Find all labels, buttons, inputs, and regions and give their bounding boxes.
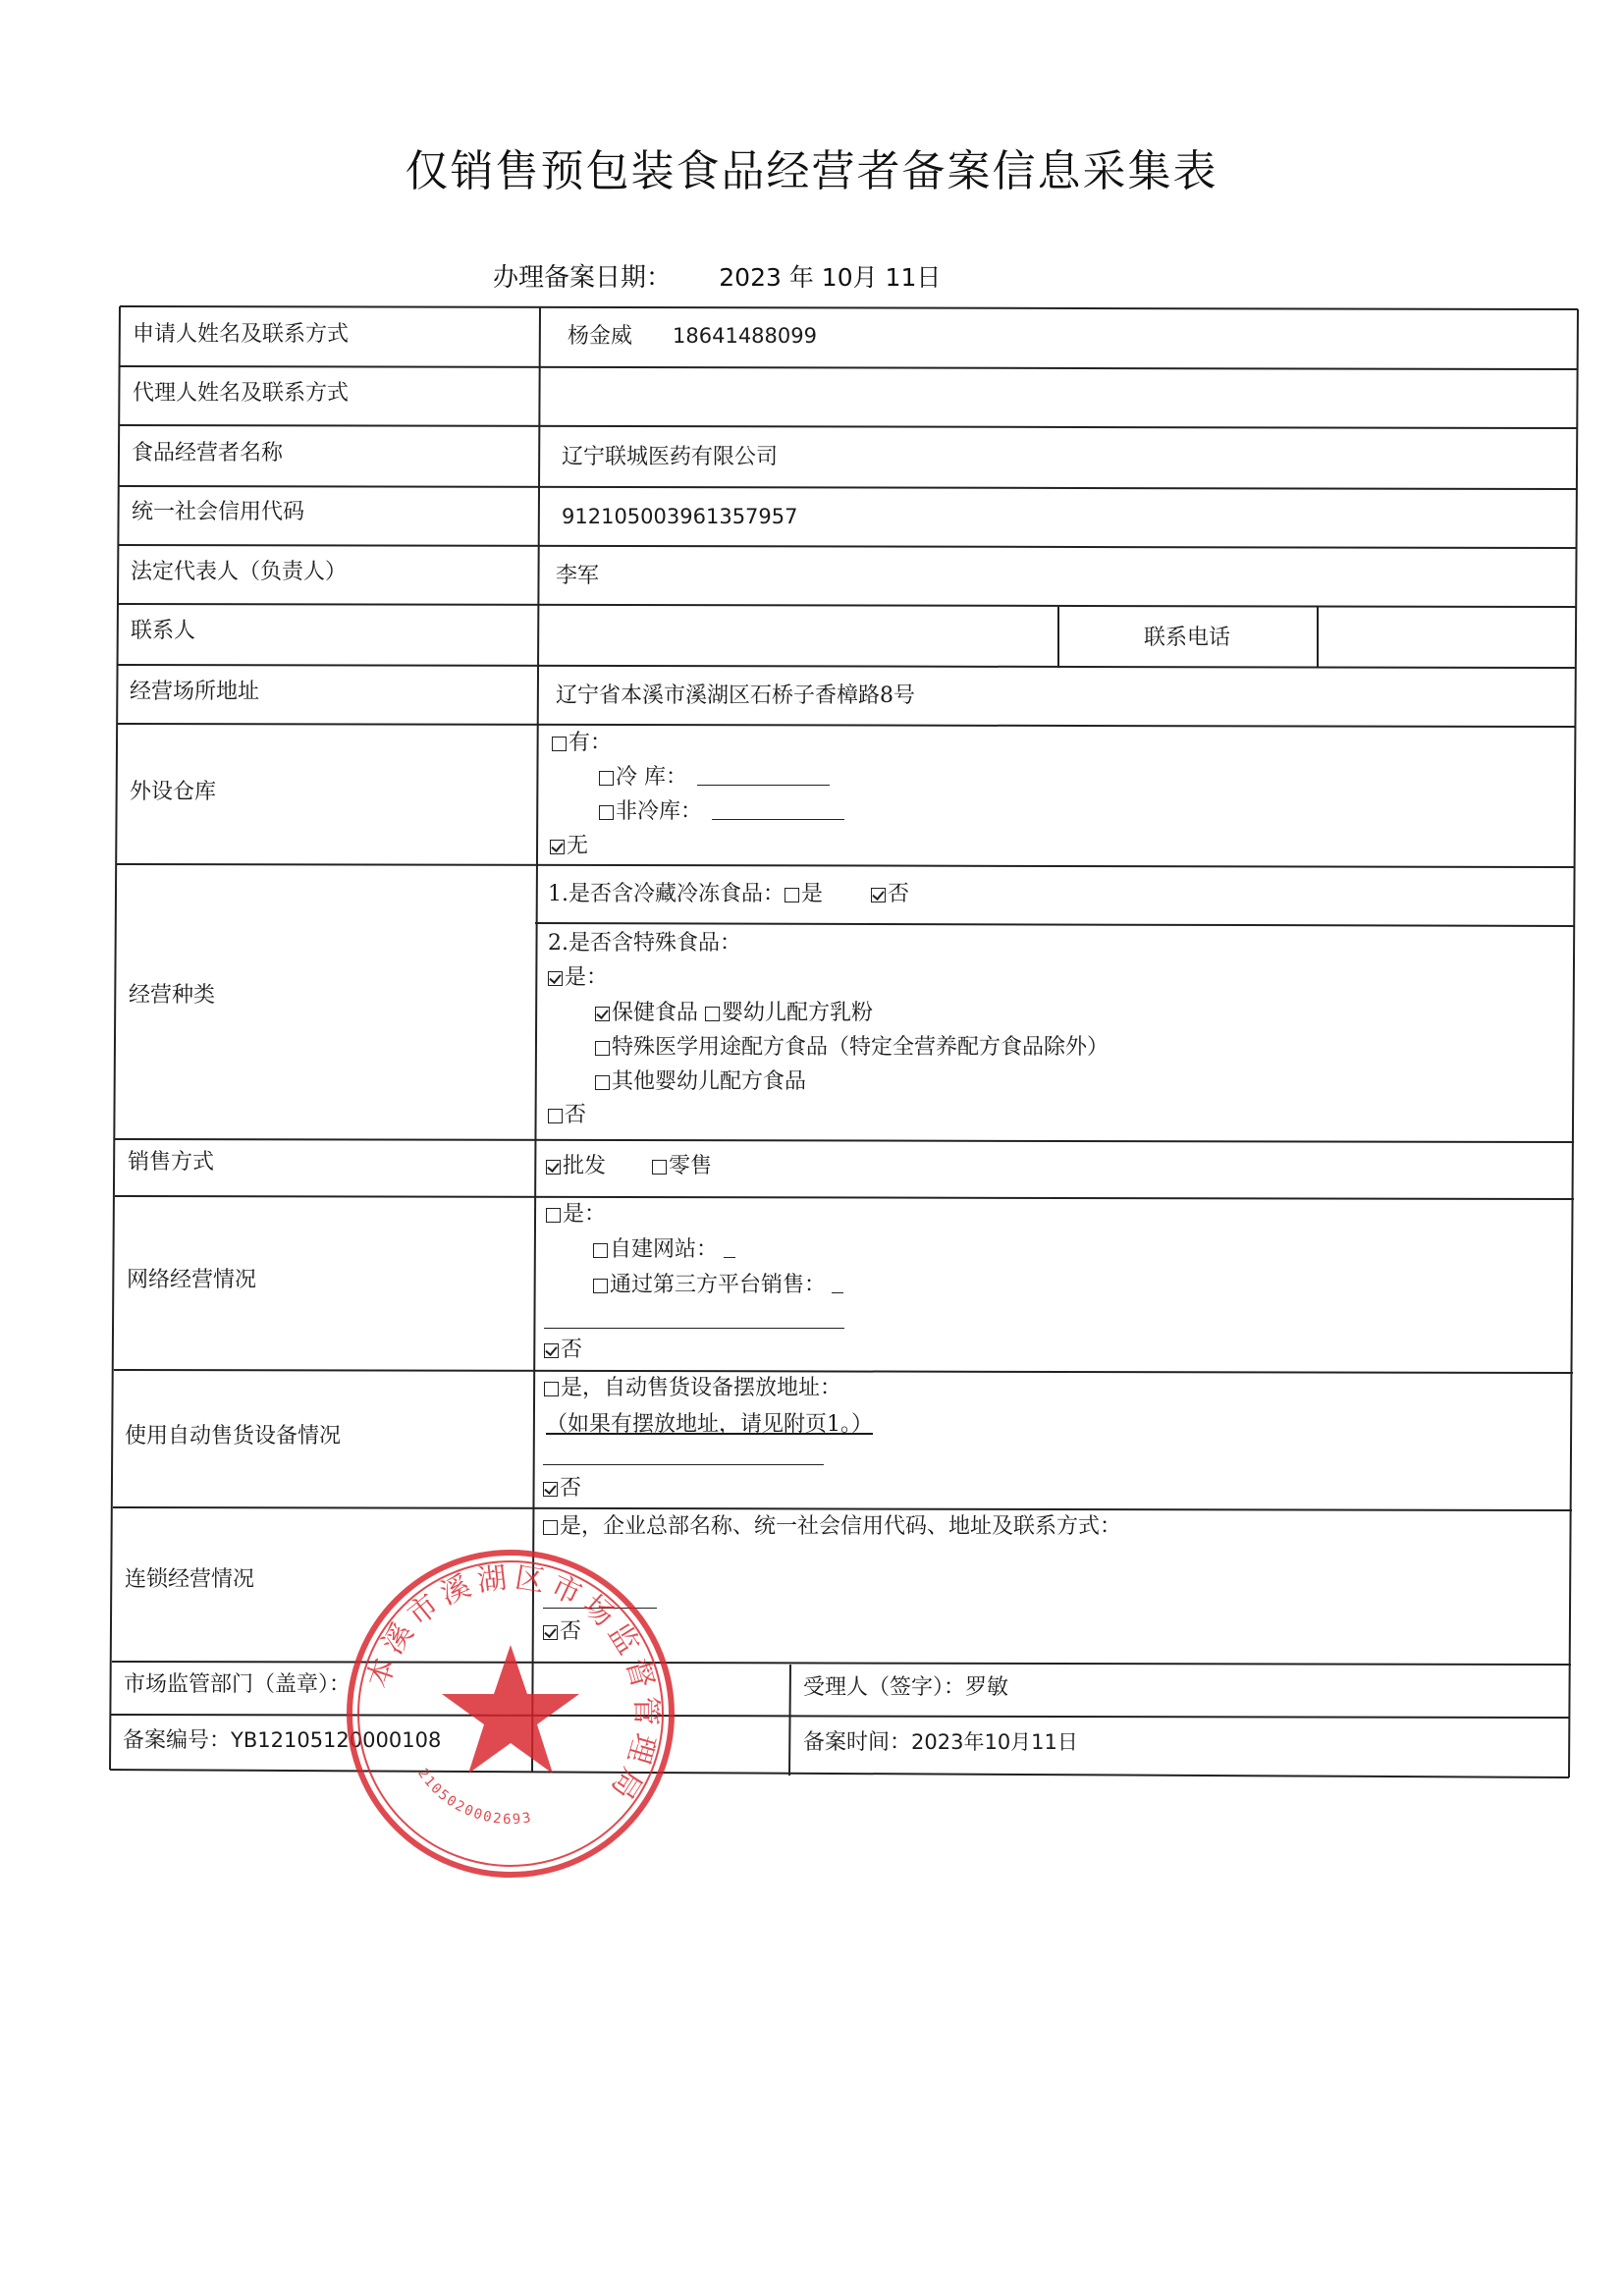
infant-milk-checkbox[interactable] — [705, 1007, 720, 1021]
warehouse-no-text: 无 — [567, 834, 589, 858]
q2-no — [548, 1105, 586, 1126]
record-time-label: 备案时间： — [803, 1730, 912, 1755]
vending-yes — [544, 1378, 841, 1399]
online-yes-checkbox[interactable] — [546, 1208, 561, 1223]
third-party-text: 通过第三方平台销售： — [610, 1273, 827, 1297]
agent-label: 代理人姓名及联系方式 — [133, 381, 350, 406]
wholesale-checkbox[interactable] — [546, 1160, 561, 1175]
warehouse-label: 外设仓库 — [130, 780, 217, 804]
seal-code — [414, 1766, 534, 1828]
authority-label: 市场监管部门（盖章）： — [124, 1672, 352, 1697]
warehouse-yes-checkbox[interactable] — [552, 737, 567, 751]
wholesale-text: 批发 — [563, 1154, 607, 1178]
official-seal — [339, 1542, 682, 1886]
contact-label: 联系人 — [131, 619, 196, 643]
q1-yes-text: 是 — [801, 882, 824, 906]
own-site-checkbox[interactable] — [593, 1243, 608, 1258]
warehouse-noncold-blank — [712, 801, 844, 820]
own-site-blank — [724, 1239, 735, 1258]
medical-food-text: 特殊医学用途配方食品（特定全营养配方食品除外） — [612, 1035, 1109, 1060]
q1-text: 1.是否含冷藏冷冻食品： — [548, 882, 784, 906]
form-title: 仅销售预包装食品经营者备案信息采集表 — [405, 146, 1218, 196]
vending-note: （如果有摆放地址，请见附页1。） — [546, 1412, 873, 1437]
warehouse-noncold-text: 非冷库： — [616, 799, 703, 824]
operator-name-label: 食品经营者名称 — [132, 441, 284, 465]
sales-method-options — [546, 1156, 712, 1177]
health-food-text: 保健食品 — [612, 1001, 699, 1025]
contact-phone-label: 联系电话 — [1144, 626, 1231, 650]
medical-food-checkbox[interactable] — [595, 1041, 610, 1056]
other-infant-checkbox[interactable] — [595, 1075, 610, 1090]
applicant-phone: 18641488099 — [673, 324, 817, 348]
q2-no-checkbox[interactable] — [548, 1109, 563, 1123]
receiver-line — [803, 1677, 1008, 1699]
warehouse-noncold — [599, 801, 844, 823]
warehouse-noncold-checkbox[interactable] — [599, 805, 614, 820]
chain-yes-text: 是，企业总部名称、统一社会信用代码、地址及联系方式： — [560, 1514, 1122, 1539]
receiver-label: 受理人（签字）： — [803, 1675, 966, 1700]
applicant-value — [568, 326, 817, 348]
filing-date-value: 2023 年 10月 11日 — [719, 263, 942, 292]
filing-date-label: 办理备案日期： — [493, 263, 673, 293]
address-label: 经营场所地址 — [130, 680, 260, 704]
warehouse-cold-checkbox[interactable] — [599, 771, 614, 786]
third-party-checkbox[interactable] — [593, 1279, 608, 1293]
legal-rep-label: 法定代表人（负责人） — [131, 560, 348, 584]
filing-date-line — [493, 257, 941, 294]
own-site-text: 自建网站： — [610, 1237, 719, 1262]
online-blank-rule — [544, 1328, 844, 1329]
warehouse-no-checkbox[interactable] — [550, 840, 565, 854]
third-party-blank — [832, 1275, 843, 1293]
seal-star-icon — [442, 1645, 579, 1774]
online-label: 网络经营情况 — [127, 1268, 257, 1292]
online-yes — [546, 1204, 606, 1226]
record-number-label: 备案编号： — [123, 1728, 232, 1753]
q1-no-text: 否 — [888, 882, 910, 906]
seal-text-path: 本溪市溪湖区市场监督管理局 — [360, 1559, 664, 1811]
q1-no-checkbox[interactable] — [871, 888, 886, 902]
address-value: 辽宁省本溪市溪湖区石桥子香樟路8号 — [556, 683, 915, 708]
vending-no — [543, 1478, 581, 1500]
sales-method-label: 销售方式 — [128, 1150, 215, 1175]
vending-yes-text: 是，自动售货设备摆放地址： — [561, 1376, 842, 1400]
q1-line — [548, 884, 909, 905]
vending-label: 使用自动售货设备情况 — [125, 1424, 342, 1449]
legal-rep-value: 李军 — [556, 564, 600, 588]
vending-blank-rule — [543, 1464, 824, 1465]
chain-label: 连锁经营情况 — [125, 1567, 255, 1592]
health-food-checkbox[interactable] — [595, 1007, 610, 1021]
warehouse-no — [550, 836, 588, 857]
warehouse-cold — [599, 767, 830, 789]
chain-yes — [543, 1516, 1121, 1538]
warehouse-cold-text: 冷 库： — [616, 765, 687, 790]
q2-yes-checkbox[interactable] — [548, 971, 563, 986]
q2-options-1 — [595, 1003, 873, 1024]
online-no-text: 否 — [561, 1338, 583, 1362]
record-time-value: 2023年10月11日 — [911, 1730, 1078, 1754]
record-time-line — [803, 1732, 1078, 1754]
q1-yes-checkbox[interactable] — [784, 888, 799, 902]
seal-ink — [350, 1553, 672, 1875]
retail-checkbox[interactable] — [652, 1160, 667, 1175]
warehouse-yes-text: 有： — [568, 731, 613, 755]
infant-milk-text: 婴幼儿配方乳粉 — [722, 1001, 874, 1025]
online-yes-text: 是： — [563, 1202, 607, 1227]
retail-text: 零售 — [669, 1154, 713, 1178]
credit-code-label: 统一社会信用代码 — [132, 500, 305, 524]
online-own-site — [593, 1239, 735, 1261]
vending-no-text: 否 — [560, 1476, 582, 1501]
q2-yes-text: 是： — [565, 965, 609, 990]
chain-yes-checkbox[interactable] — [543, 1520, 558, 1535]
chain-no-text: 否 — [560, 1619, 582, 1644]
vending-no-checkbox[interactable] — [543, 1482, 558, 1497]
operator-name-value: 辽宁联城医药有限公司 — [562, 445, 779, 469]
online-no — [544, 1339, 582, 1361]
vending-yes-checkbox[interactable] — [544, 1382, 559, 1396]
other-infant-text: 其他婴幼儿配方食品 — [612, 1069, 807, 1094]
business-type-label: 经营种类 — [129, 983, 216, 1008]
online-no-checkbox[interactable] — [544, 1343, 559, 1358]
applicant-label: 申请人姓名及联系方式 — [133, 322, 350, 347]
credit-code-value: 912105003961357957 — [562, 505, 798, 528]
record-number-value: YB12105120000108 — [231, 1728, 442, 1752]
online-third-party — [593, 1275, 843, 1296]
q2-options-3 — [595, 1071, 806, 1093]
q2-yes — [548, 967, 608, 989]
warehouse-cold-blank — [697, 767, 830, 786]
seal-code-path: 2105020002693 — [414, 1766, 534, 1829]
q2-no-text: 否 — [565, 1103, 587, 1127]
applicant-name: 杨金威 — [568, 324, 633, 349]
q2-options-2 — [595, 1037, 1109, 1059]
warehouse-yes — [552, 733, 612, 754]
q2-text: 2.是否含特殊食品： — [548, 931, 741, 956]
receiver-value: 罗敏 — [965, 1675, 1009, 1700]
